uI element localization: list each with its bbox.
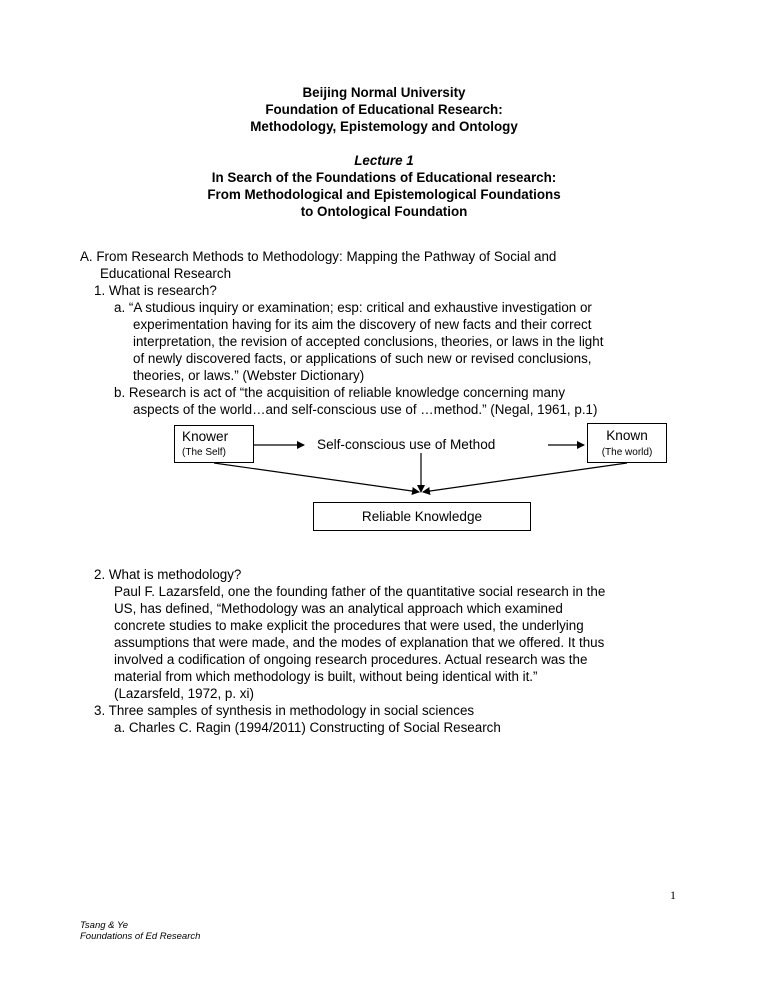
section-a-heading-cont: Educational Research <box>100 266 232 281</box>
known-label: Known <box>606 428 648 443</box>
item-2-line: Paul F. Lazarsfeld, one the founding father of the quantitative social research in the <box>114 584 606 599</box>
lecture-title-line3: to Ontological Foundation <box>300 204 468 219</box>
item-1b-line: b. Research is act of “the acquisition of reliable knowledge concerning many <box>114 385 566 400</box>
arrow-known-to-knowledge <box>423 463 627 492</box>
item-1b-line: aspects of the world…and self-conscious use of …method.” (Negal, 1961, p.1) <box>133 402 598 417</box>
item-1a-line: theories, or laws.” (Webster Dictionary) <box>133 368 365 383</box>
reliable-knowledge-label: Reliable Knowledge <box>361 509 483 524</box>
item-1a-line: experimentation having for its aim the discovery of new facts and their correct <box>133 317 592 332</box>
header-subtitle: Methodology, Epistemology and Ontology <box>250 119 518 134</box>
header-university: Beijing Normal University <box>302 85 466 100</box>
item-2-line: concrete studies to make explicit the procedures that were used, the underlying <box>114 618 584 633</box>
item-1a-line: a. “A studious inquiry or examination; esp: critical and exhaustive investigation or <box>114 300 592 315</box>
reliable-knowledge-box <box>313 502 531 531</box>
item-2-line: (Lazarsfeld, 1972, p. xi) <box>114 686 254 701</box>
knower-label: Knower <box>182 429 229 444</box>
item-1a-line: interpretation, the revision of accepted conclusions, theories, or laws in the light <box>133 334 604 349</box>
item-2-line: involved a codification of ongoing research procedures. Actual research was the <box>114 652 588 667</box>
section-a-heading: A. From Research Methods to Methodology: Mapping the Pathway of Social and <box>80 249 557 264</box>
knower-box <box>174 425 254 463</box>
item-2-line: assumptions that were made, and the modes of explanation that we offered. It thus <box>114 635 605 650</box>
item-2-line: material from which methodology is built, without being identical with it.” <box>114 669 538 684</box>
knower-sublabel: (The Self) <box>182 447 226 458</box>
item-3a-line: a. Charles C. Ragin (1994/2011) Constructing of Social Research <box>114 720 501 735</box>
header-course: Foundation of Educational Research: <box>265 102 503 117</box>
footer-authors: Tsang & Ye <box>80 920 129 931</box>
method-label: Self-conscious use of Method <box>317 437 496 452</box>
footer-course: Foundations of Ed Research <box>80 931 201 942</box>
known-sublabel: (The world) <box>601 447 653 458</box>
item-2-line: US, has defined, “Methodology was an analytical approach which examined <box>114 601 563 616</box>
item-1a-line: of newly discovered facts, or applications of such new or revised conclusions, <box>133 351 592 366</box>
item-2-question: 2. What is methodology? <box>94 567 242 582</box>
page-number: 1 <box>670 888 676 902</box>
known-box <box>587 423 667 463</box>
lecture-title-line1: In Search of the Foundations of Educational research: <box>211 170 557 185</box>
lecture-label: Lecture 1 <box>354 153 414 168</box>
item-3-heading: 3. Three samples of synthesis in methodology in social sciences <box>94 703 475 718</box>
arrow-knower-to-knowledge <box>214 463 419 492</box>
lecture-title-line2: From Methodological and Epistemological Foundations <box>207 187 561 202</box>
item-1-question: 1. What is research? <box>94 283 217 298</box>
